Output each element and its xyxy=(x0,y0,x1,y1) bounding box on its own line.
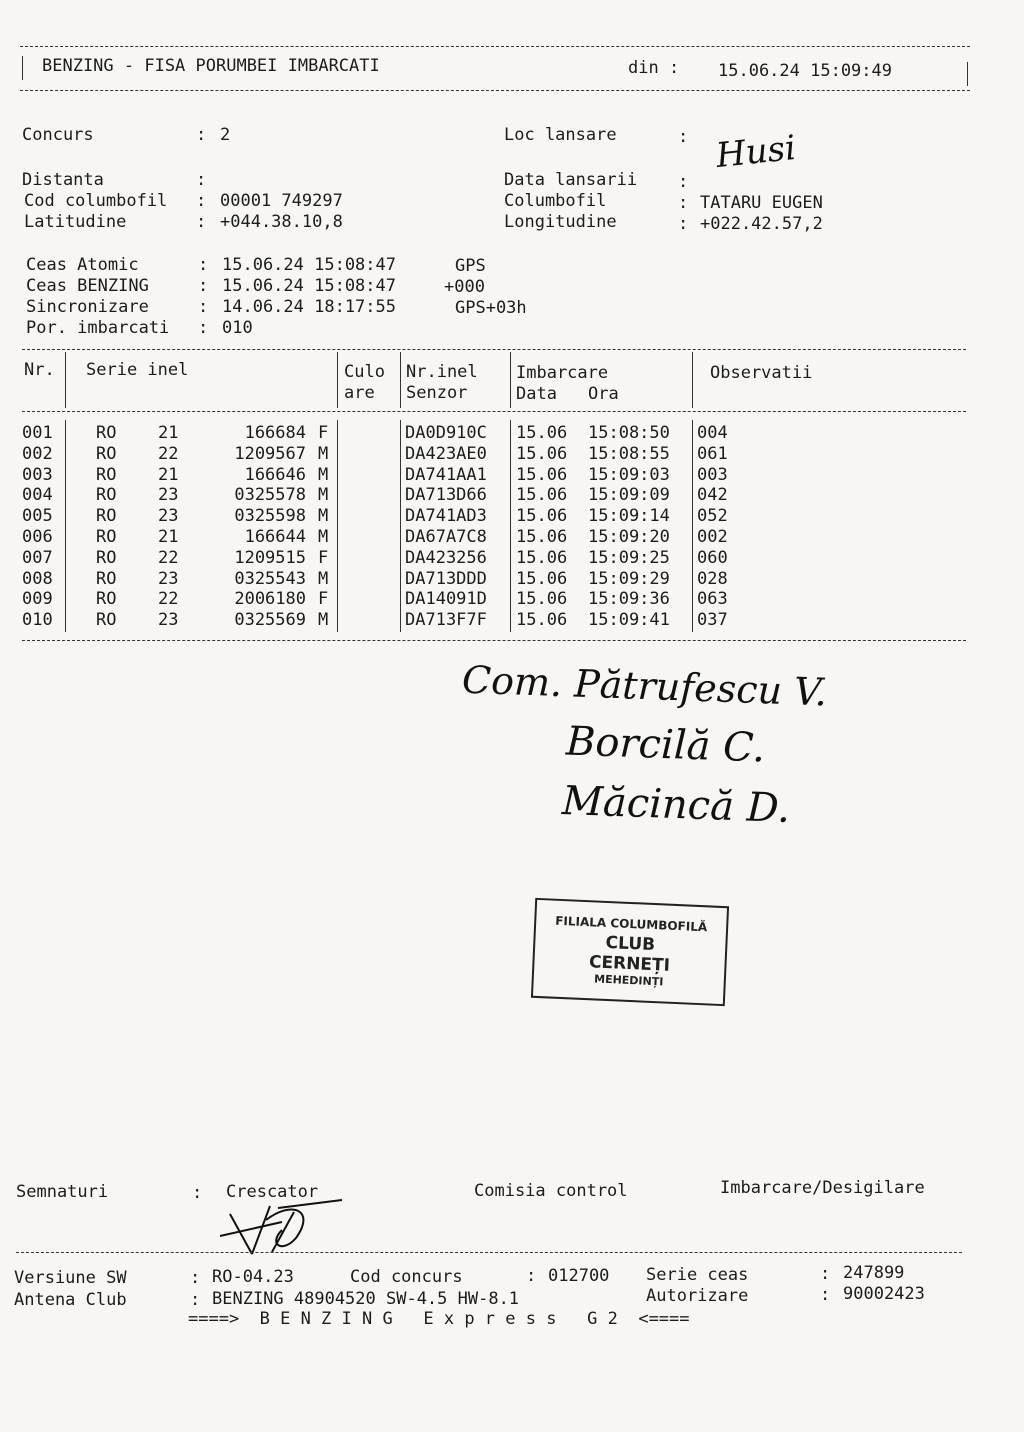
latitudine-label: Latitudine xyxy=(24,212,127,232)
cell-data: 15.06 xyxy=(516,464,568,485)
cell-tara: RO xyxy=(96,443,117,464)
col-sep-4 xyxy=(510,420,511,632)
table-bottom-rule xyxy=(22,640,966,641)
columbofil-value: TATARU EUGEN xyxy=(700,193,823,213)
header-title: BENZING - FISA PORUMBEI IMBARCATI xyxy=(42,56,380,76)
cell-ora: 15:09:14 xyxy=(588,506,670,527)
cell-tara: RO xyxy=(96,568,117,589)
th-culoare-2: are xyxy=(344,383,375,403)
col-sep-2-head xyxy=(337,352,338,408)
cell-tara: RO xyxy=(96,547,117,568)
cell-tara: RO xyxy=(96,423,117,443)
longitudine-value: +022.42.57,2 xyxy=(700,214,823,234)
autorizare-value: 90002423 xyxy=(843,1284,925,1304)
cod-concurs-colon: : xyxy=(526,1266,537,1286)
latitudine-value: +044.38.10,8 xyxy=(220,212,343,232)
cell-nr: 002 xyxy=(22,443,53,464)
table-header-rule xyxy=(22,411,966,412)
ceas-atomic-colon: : xyxy=(198,255,209,275)
header-top-rule xyxy=(20,46,970,47)
cod-concurs-value: 012700 xyxy=(548,1266,610,1286)
cell-data: 15.06 xyxy=(516,589,568,610)
signatures-label: Semnaturi xyxy=(16,1182,109,1202)
cell-nr: 001 xyxy=(22,423,53,443)
cell-tara: RO xyxy=(96,527,117,547)
ceas-atomic-label: Ceas Atomic xyxy=(26,255,139,275)
serie-ceas-label: Serie ceas xyxy=(646,1265,749,1285)
ceas-benzing-extra: +000 xyxy=(444,277,485,297)
cell-tara: RO xyxy=(96,464,117,485)
signatures-colon: : xyxy=(192,1183,203,1203)
cell-nr: 004 xyxy=(22,485,53,506)
col-sep-5-head xyxy=(692,352,693,408)
stamp-line-1: FILIALA COLUMBOFILĂ xyxy=(554,913,708,935)
col-sep-3 xyxy=(400,420,401,632)
ceas-benzing-label: Ceas BENZING xyxy=(26,276,149,296)
concurs-value: 2 xyxy=(220,125,231,145)
versiune-value: RO-04.23 xyxy=(212,1267,294,1287)
versiune-label: Versiune SW xyxy=(14,1268,127,1288)
col-sep-1 xyxy=(65,420,66,632)
por-imbarcati-label: Por. imbarcati xyxy=(26,318,170,338)
stamp-line-3: CERNEȚI xyxy=(588,952,671,976)
cell-sex: F xyxy=(318,423,329,443)
signature-crescator-label: Crescator xyxy=(226,1182,319,1202)
cell-an: 21 xyxy=(158,423,179,443)
cell-observatii: 004 xyxy=(697,423,728,443)
distanta-colon: : xyxy=(196,170,207,190)
ceas-atomic-extra: GPS xyxy=(455,256,486,276)
cell-senzor: DA741AA1 xyxy=(405,464,487,485)
cell-tara: RO xyxy=(96,610,117,631)
cell-senzor: DA67A7C8 xyxy=(405,527,487,547)
ceas-atomic-value: 15.06.24 15:08:47 xyxy=(222,255,396,275)
data-lansarii-colon: : xyxy=(678,172,689,192)
longitudine-label: Longitudine xyxy=(504,212,617,232)
table-top-rule xyxy=(22,349,966,350)
sincronizare-value: 14.06.24 18:17:55 xyxy=(222,297,396,317)
columbofil-label: Columbofil xyxy=(504,191,607,211)
cell-ora: 15:08:50 xyxy=(588,423,670,443)
cell-ora: 15:09:03 xyxy=(588,464,670,485)
cell-data: 15.06 xyxy=(516,610,568,631)
cell-inel: 0325569 xyxy=(234,610,306,631)
cell-nr: 008 xyxy=(22,568,53,589)
cell-senzor: DA14091D xyxy=(405,589,487,610)
cell-inel: 0325578 xyxy=(234,485,306,506)
serie-ceas-colon: : xyxy=(820,1264,831,1284)
longitudine-colon: : xyxy=(678,214,689,234)
cell-sex: F xyxy=(318,589,329,610)
ceas-benzing-colon: : xyxy=(198,276,209,296)
th-imbarcare-data: Data xyxy=(516,384,557,404)
header-left-border xyxy=(22,56,23,80)
th-imbarcare-1: Imbarcare xyxy=(516,363,609,383)
stamp-line-2: CLUB xyxy=(605,932,656,956)
cell-nr: 010 xyxy=(22,610,53,631)
cell-data: 15.06 xyxy=(516,568,568,589)
sincronizare-label: Sincronizare xyxy=(26,297,149,317)
cell-ora: 15:08:55 xyxy=(588,443,670,464)
cell-inel: 1209567 xyxy=(234,443,306,464)
cell-nr: 009 xyxy=(22,589,53,610)
cell-observatii: 002 xyxy=(697,527,728,547)
cell-sex: M xyxy=(318,610,329,631)
cell-sex: M xyxy=(318,568,329,589)
sincronizare-extra: GPS+03h xyxy=(455,298,527,318)
cell-inel: 166646 xyxy=(244,464,306,485)
th-nr-inel-1: Nr.inel xyxy=(406,362,478,382)
cod-columbofil-colon: : xyxy=(196,191,207,211)
cell-data: 15.06 xyxy=(516,506,568,527)
cell-data: 15.06 xyxy=(516,547,568,568)
cell-senzor: DA713DDD xyxy=(405,568,487,589)
cell-inel: 166644 xyxy=(244,527,306,547)
footer-banner: ====> B E N Z I N G E x p r e s s G 2 <==== xyxy=(188,1309,690,1329)
header-bottom-rule xyxy=(20,90,970,91)
cell-ora: 15:09:36 xyxy=(588,589,670,610)
cell-nr: 005 xyxy=(22,506,53,527)
loc-lansare-label: Loc lansare xyxy=(504,125,617,145)
cell-senzor: DA741AD3 xyxy=(405,506,487,527)
header-din-label: din : xyxy=(628,58,680,78)
stamp-line-4: MEHEDINȚI xyxy=(593,972,664,989)
cell-tara: RO xyxy=(96,485,117,506)
header-right-border xyxy=(967,62,968,86)
cell-ora: 15:09:20 xyxy=(588,527,670,547)
cell-an: 22 xyxy=(158,589,179,610)
col-sep-3-head xyxy=(400,352,401,408)
handwritten-commission-line-3: Măcincă D. xyxy=(561,778,791,832)
th-serie-inel: Serie inel xyxy=(86,360,189,380)
versiune-colon: : xyxy=(190,1268,201,1288)
cell-inel: 2006180 xyxy=(234,589,306,610)
crescator-signature xyxy=(212,1192,352,1264)
cell-an: 21 xyxy=(158,527,179,547)
cell-observatii: 003 xyxy=(697,464,728,485)
th-observatii: Observatii xyxy=(710,363,813,383)
th-imbarcare-ora: Ora xyxy=(588,384,619,404)
cell-an: 22 xyxy=(158,547,179,568)
header-datetime: 15.06.24 15:09:49 xyxy=(718,61,892,81)
cell-an: 21 xyxy=(158,464,179,485)
cell-sex: M xyxy=(318,527,329,547)
data-lansarii-label: Data lansarii xyxy=(504,170,638,190)
concurs-colon: : xyxy=(196,125,207,145)
th-nr-inel-2: Senzor xyxy=(406,383,468,403)
cell-observatii: 042 xyxy=(697,485,728,506)
autorizare-label: Autorizare xyxy=(646,1286,749,1306)
antena-label: Antena Club xyxy=(14,1290,127,1310)
concurs-label: Concurs xyxy=(22,125,94,145)
cell-nr: 007 xyxy=(22,547,53,568)
cell-inel: 0325543 xyxy=(234,568,306,589)
col-sep-2 xyxy=(337,420,338,632)
cell-inel: 1209515 xyxy=(234,547,306,568)
cell-senzor: DA713D66 xyxy=(405,485,487,506)
cell-senzor: DA713F7F xyxy=(405,610,487,631)
antena-colon: : xyxy=(190,1290,201,1310)
cell-senzor: DA423256 xyxy=(405,547,487,568)
cell-an: 23 xyxy=(158,568,179,589)
cell-sex: M xyxy=(318,443,329,464)
col-sep-1-head xyxy=(65,352,66,408)
signature-imbarcare-label: Imbarcare/Desigilare xyxy=(720,1178,925,1198)
cell-observatii: 052 xyxy=(697,506,728,527)
latitudine-colon: : xyxy=(196,212,207,232)
columbofil-colon: : xyxy=(678,193,689,213)
cell-an: 22 xyxy=(158,443,179,464)
cod-columbofil-label: Cod columbofil xyxy=(24,191,168,211)
por-imbarcati-value: 010 xyxy=(222,318,253,338)
serie-ceas-value: 247899 xyxy=(843,1263,905,1283)
cell-sex: M xyxy=(318,506,329,527)
autorizare-colon: : xyxy=(820,1285,831,1305)
footer-top-rule xyxy=(16,1252,962,1253)
cell-tara: RO xyxy=(96,506,117,527)
cell-sex: M xyxy=(318,485,329,506)
cell-ora: 15:09:29 xyxy=(588,568,670,589)
cell-observatii: 063 xyxy=(697,589,728,610)
cell-ora: 15:09:09 xyxy=(588,485,670,506)
col-sep-5 xyxy=(692,420,693,632)
cell-observatii: 037 xyxy=(697,610,728,631)
por-imbarcati-colon: : xyxy=(198,318,209,338)
th-nr: Nr. xyxy=(24,360,55,380)
cell-inel: 0325598 xyxy=(234,506,306,527)
cell-data: 15.06 xyxy=(516,443,568,464)
cell-observatii: 061 xyxy=(697,443,728,464)
cell-ora: 15:09:41 xyxy=(588,610,670,631)
handwritten-commission-line-2: Borcilă C. xyxy=(565,718,766,772)
cell-nr: 006 xyxy=(22,527,53,547)
cell-observatii: 028 xyxy=(697,568,728,589)
cod-columbofil-value: 00001 749297 xyxy=(220,191,343,211)
cell-senzor: DA0D910C xyxy=(405,423,487,443)
col-sep-4-head xyxy=(510,352,511,408)
loc-lansare-value: Husi xyxy=(714,127,798,177)
cell-senzor: DA423AE0 xyxy=(405,443,487,464)
loc-lansare-colon: : xyxy=(678,127,689,147)
cell-tara: RO xyxy=(96,589,117,610)
cod-concurs-label: Cod concurs xyxy=(350,1267,463,1287)
handwritten-commission-line-1: Com. Pătrufescu V. xyxy=(461,657,828,715)
cell-observatii: 060 xyxy=(697,547,728,568)
cell-data: 15.06 xyxy=(516,527,568,547)
cell-nr: 003 xyxy=(22,464,53,485)
cell-an: 23 xyxy=(158,610,179,631)
antena-value: BENZING 48904520 SW-4.5 HW-8.1 xyxy=(212,1289,520,1309)
ceas-benzing-value: 15.06.24 15:08:47 xyxy=(222,276,396,296)
cell-ora: 15:09:25 xyxy=(588,547,670,568)
th-culoare-1: Culo xyxy=(344,362,385,382)
cell-sex: F xyxy=(318,547,329,568)
distanta-label: Distanta xyxy=(22,170,104,190)
sincronizare-colon: : xyxy=(198,297,209,317)
cell-an: 23 xyxy=(158,506,179,527)
cell-data: 15.06 xyxy=(516,485,568,506)
cell-an: 23 xyxy=(158,485,179,506)
club-stamp xyxy=(531,898,729,1006)
signature-comisia-label: Comisia control xyxy=(474,1181,628,1201)
cell-data: 15.06 xyxy=(516,423,568,443)
cell-sex: M xyxy=(318,464,329,485)
cell-inel: 166684 xyxy=(244,423,306,443)
